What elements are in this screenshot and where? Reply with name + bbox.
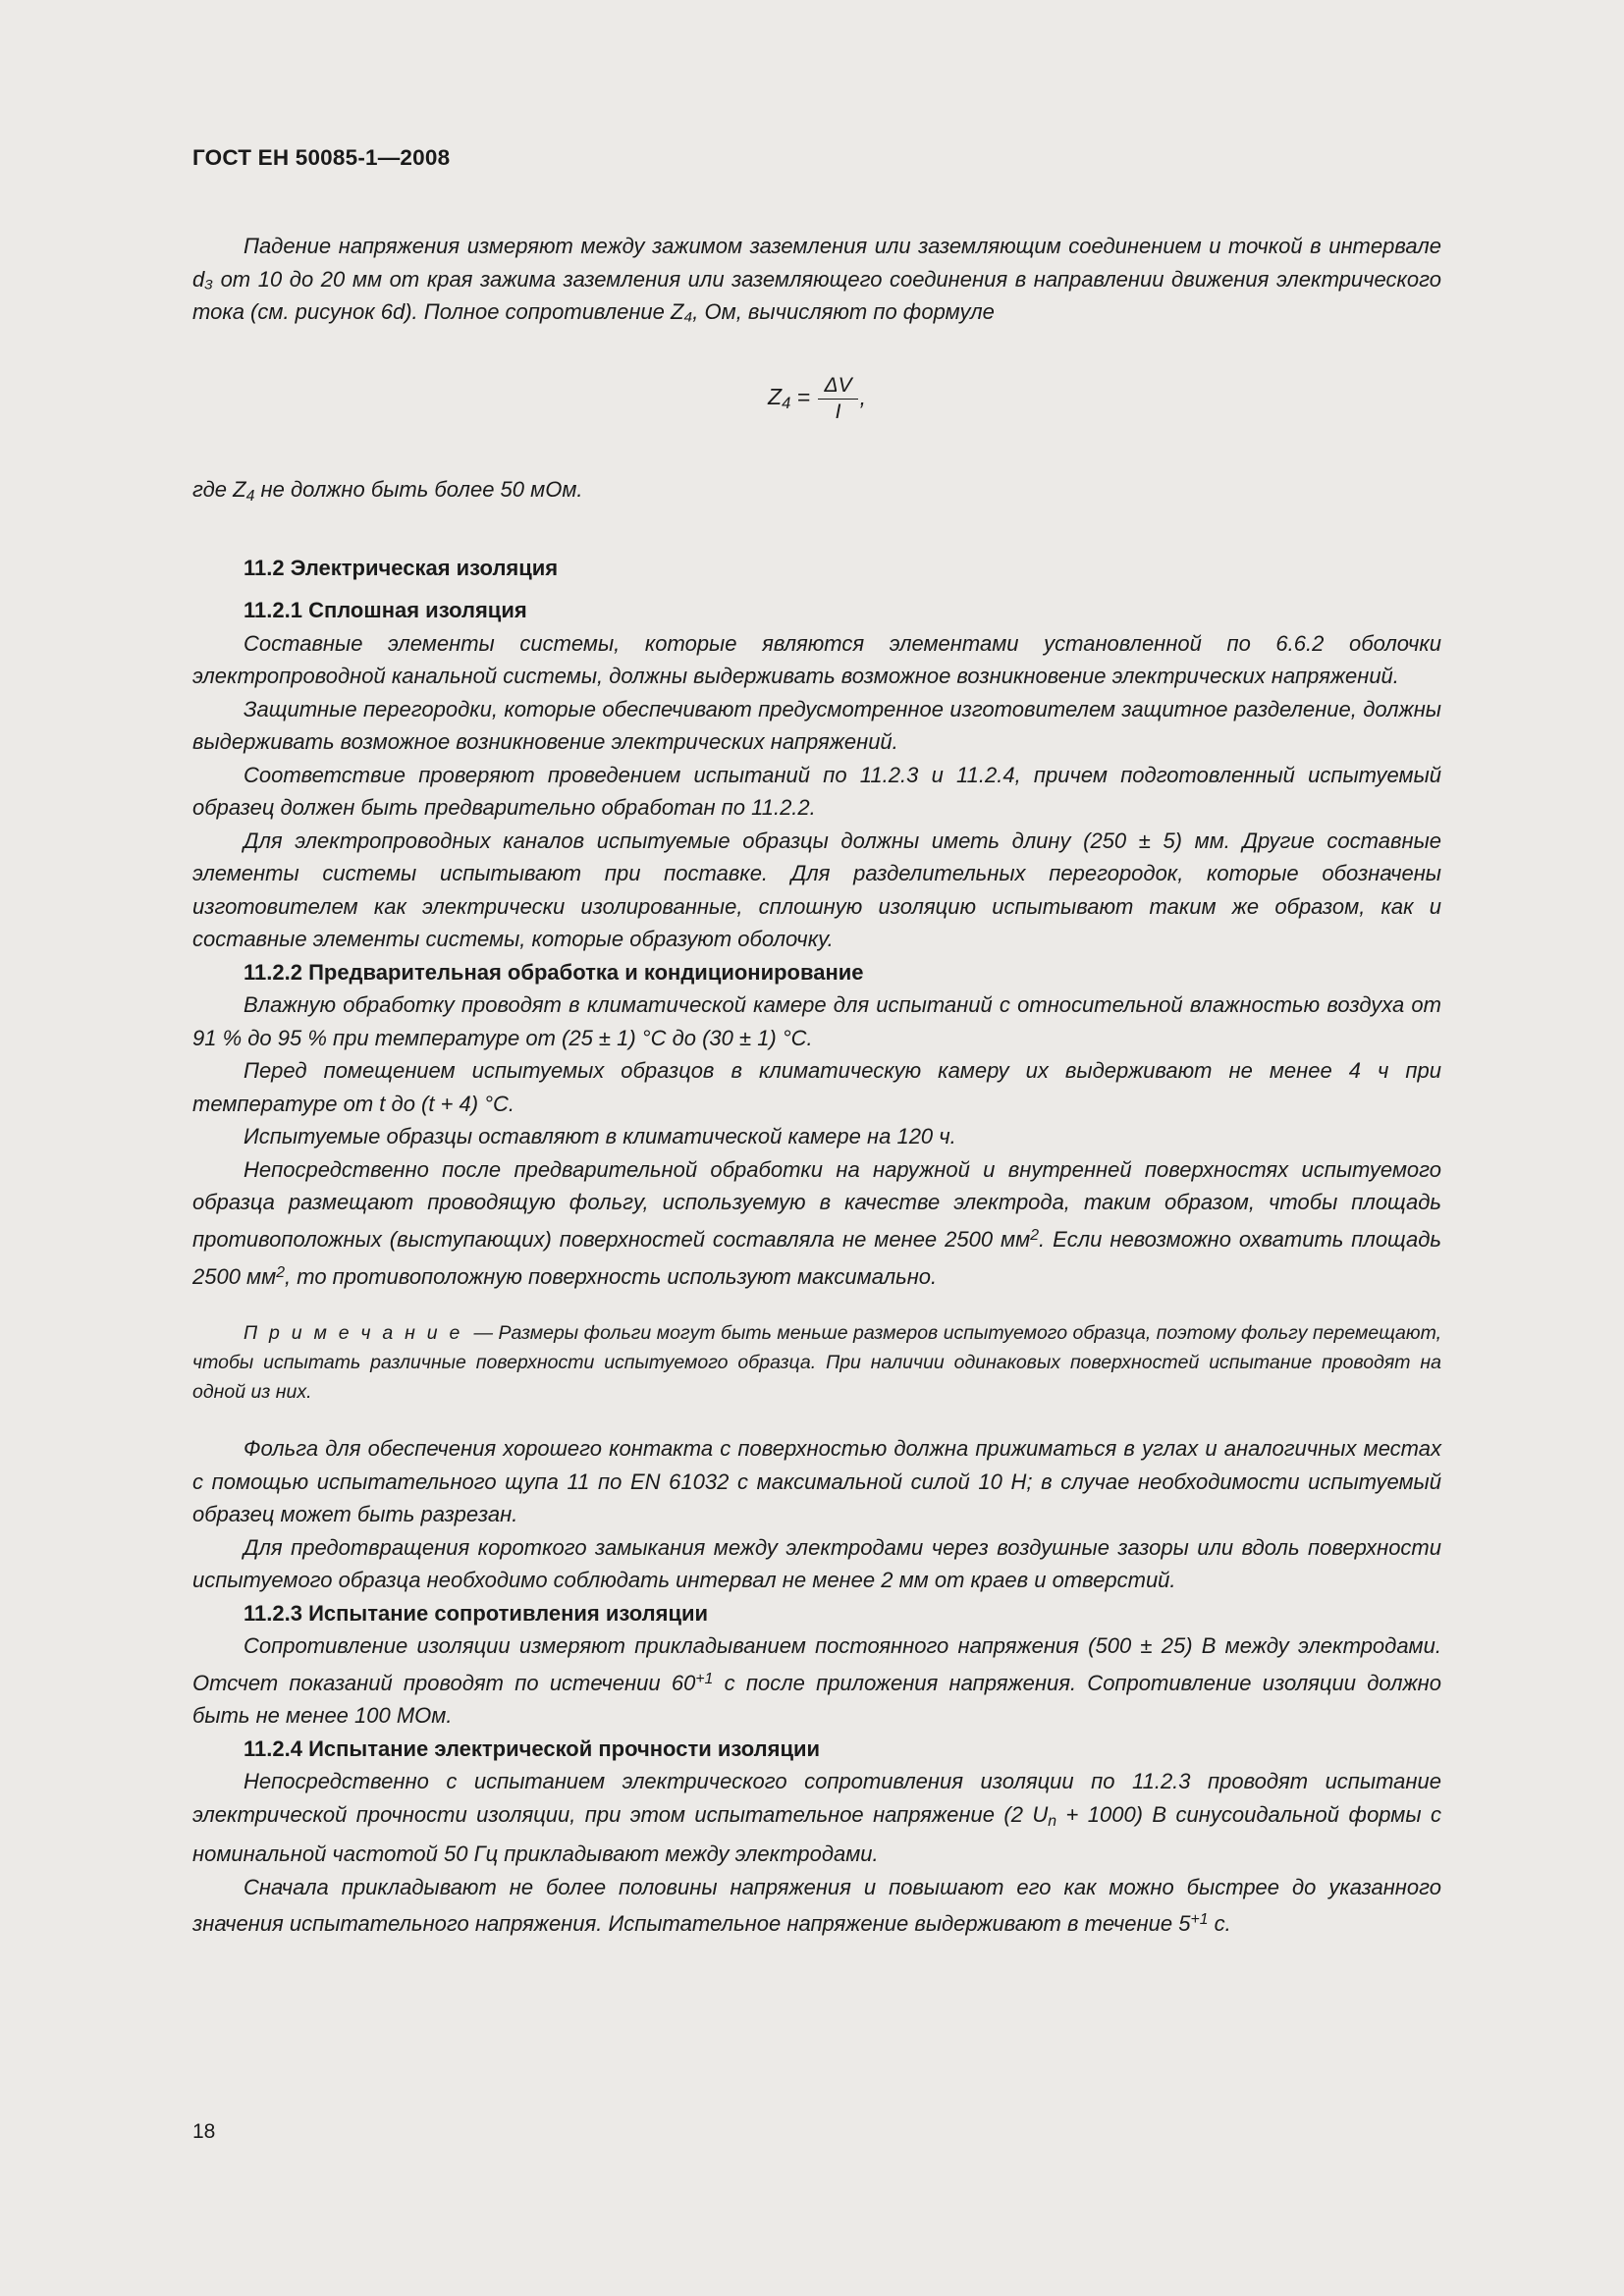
- para-1124-sub: n: [1048, 1812, 1057, 1830]
- para-4-sup2: 2: [276, 1263, 286, 1281]
- paragraph-11-2-2-6: Для предотвращения короткого замыкания между электродами через воздушные зазоры или вдоль поверхности испытуемого образца необходимо соблюдать интервал не менее 2 мм от краев и отверстий.: [192, 1534, 1441, 1593]
- note-label: П р и м е ч а н и е: [244, 1322, 463, 1345]
- formula-fraction: [818, 374, 857, 424]
- heading-11-2-2: 11.2.2 Предварительная обработка и кондиционирование: [244, 959, 864, 985]
- heading-11-2-3: 11.2.3 Испытание сопротивления изоляции: [244, 1600, 709, 1626]
- para-1124b-part2: с.: [1208, 1911, 1231, 1937]
- para-1123-part1: Сопротивление изоляции измеряют прикладыванием постоянного напряжения (500 ± 25) В между электродами. Отсчет показаний проводят по истечении 60: [192, 1633, 1441, 1695]
- paragraph-11-2-4-1: [192, 1765, 1441, 1870]
- paragraph-11-2-1-4: Для электропроводных каналов испытуемые образцы должны иметь длину (250 ± 5) мм. Другие составные элементы системы испытывают при поставке. Для разделительных перегородок, которые обозначены изготовителем как электрически изолированные, сплошную изоляцию испытывают таким же образом, как и составные элементы системы, которые образуют оболочку.: [192, 828, 1441, 952]
- paragraph-11-2-1-2: Защитные перегородки, которые обеспечивают предусмотренное изготовителем защитное разделение, должны выдерживать возможное возникновение электрических напряжений.: [192, 696, 1441, 755]
- paragraph-11-2-1-3: Соответствие проверяют проведением испытаний по 11.2.3 и 11.2.4, причем подготовленный испытуемый образец должен быть предварительно обработан по 11.2.2.: [192, 762, 1441, 821]
- para-4-sup1: 2: [1030, 1226, 1039, 1244]
- paragraph-intro: Падение напряжения измеряют между зажимом заземления или заземляющим соединением и точкой в интервале d₃ от 10 до 20 мм от края зажима заземления или заземляющего соединения в направлении движения электрического тока (см. рисунок 6d). Полное сопротивление Z₄, Ом, вычисляют по формуле: [192, 234, 1441, 324]
- paragraph-11-2-2-5: Фольга для обеспечения хорошего контакта с поверхностью должна прижиматься в углах и аналогичных местах с помощью испытательного щупа 11 по EN 61032 с максимальной силой 10 Н; в случае необходимости испытуемый образец может быть разрезан.: [192, 1436, 1441, 1527]
- note-text: Размеры фольги могут быть меньше размеров испытуемого образца, поэтому фольгу перемещают, чтобы испытать различные поверхности испытуемого образца. При наличии одинаковых поверхностей испытание проводят на одной из них.: [192, 1322, 1442, 1404]
- paragraph-11-2-2-3: Испытуемые образцы оставляют в климатической камере на 120 ч.: [244, 1124, 956, 1149]
- formula-denominator: I: [835, 400, 841, 423]
- paragraph-11-2-4-2: [192, 1871, 1441, 1941]
- formula-lhs: $Z_4$: [768, 384, 791, 413]
- formula-z4: [192, 374, 1441, 424]
- document-header: ГОСТ ЕН 50085-1—2008: [192, 145, 451, 170]
- heading-11-2-1: 11.2.1 Сплошная изоляция: [244, 598, 527, 623]
- where-rest: не должно быть более 50 мОм.: [254, 476, 583, 502]
- para-1124-part1: Непосредственно с испытанием электрического сопротивления изоляции по 11.2.3 проводят испытание электрической прочности изоляции, при этом испытательное напряжение (2 U: [192, 1769, 1441, 1827]
- para-4-part2: . Если невозможно охватить площадь 2500 мм: [192, 1227, 1441, 1289]
- para-4-part1: Непосредственно после предварительной обработки на наружной и внутренней поверхностях испытуемого образца размещают проводящую фольгу, используемую в качестве электрода, таким образом, чтобы площадь противоположных (выступающих) поверхностей составляла не менее 2500 мм: [192, 1156, 1441, 1253]
- page-number: 18: [192, 2120, 216, 2143]
- paragraph-11-2-2-2: Перед помещением испытуемых образцов в климатическую камеру их выдерживают не менее 4 ч при температуре от t до (t + 4) °C.: [192, 1058, 1441, 1116]
- para-1123-part2: с после приложения напряжения. Сопротивление изоляции должно быть не менее 100 МОм.: [192, 1670, 1442, 1729]
- note-block: [192, 1318, 1441, 1407]
- where-subscript: 4: [245, 487, 255, 505]
- para-4-part3: , то противоположную поверхность используют максимально.: [285, 1263, 938, 1289]
- formula-numerator: ΔV: [818, 374, 857, 400]
- heading-11-2-4: 11.2.4 Испытание электрической прочности изоляции: [244, 1735, 821, 1761]
- para-1123-sup: +1: [695, 1670, 714, 1687]
- para-1124-part2: + 1000) В синусоидальной формы с номинальной частотой 50 Гц прикладывают между электродами.: [192, 1801, 1441, 1867]
- formula-where-line: где $Z_4$ не должно быть более 50 мОм.: [192, 476, 583, 505]
- heading-11-2: 11.2 Электрическая изоляция: [244, 555, 559, 580]
- paragraph-11-2-1-1: Составные элементы системы, которые являются элементами установленной по 6.6.2 оболочки электропроводной канальной системы, должны выдерживать возможное возникновение электрических напряжений.: [192, 630, 1441, 689]
- para-1124b-part1: Сначала прикладывают не более половины напряжения и повышают его как можно быстрее до указанного значения испытательного напряжения. Испытательное напряжение выдерживают в течение 5: [192, 1874, 1441, 1937]
- formula-trailing-comma: ,: [859, 384, 866, 410]
- formula-equals: =: [796, 384, 811, 410]
- note-dash: —: [473, 1322, 493, 1345]
- page-content: [192, 145, 1441, 1941]
- para-1124b-sup: +1: [1190, 1911, 1209, 1929]
- formula-lhs-sub: 4: [782, 394, 791, 413]
- paragraph-11-2-3-1: [192, 1629, 1441, 1733]
- paragraph-11-2-2-1: Влажную обработку проводят в климатической камере для испытаний с относительной влажностью воздуха от 91 % до 95 % при температуре от (25 ± 1) °C до (30 ± 1) °C.: [192, 992, 1441, 1050]
- paragraph-11-2-2-4: [192, 1153, 1441, 1293]
